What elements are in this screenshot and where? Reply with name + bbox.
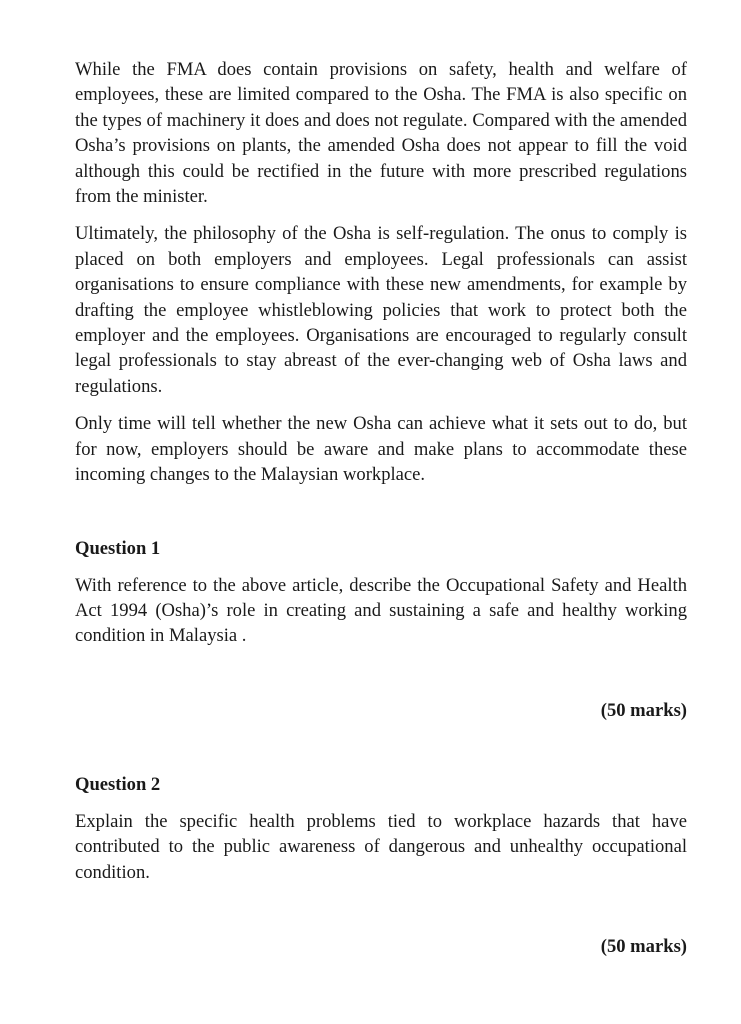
question-1-marks: (50 marks) xyxy=(600,699,687,721)
article-paragraph-2: Ultimately, the philosophy of the Osha is self-regulation. The onus to comply is placed on both employers and employees. Legal professionals can assist organisations to ensure compliance with these new amendments, for example by drafting the employee whistleblowing policies that work to protect both the employer and the employees. Organisations are encouraged to regularly consult legal professionals to stay abreast of the ever-changing web of Osha laws and regulations. xyxy=(75,223,687,397)
document-page xyxy=(75,57,687,959)
question-2-section xyxy=(75,772,687,959)
question-1-heading: Question 1 xyxy=(75,537,161,559)
article-paragraph-1: While the FMA does contain provisions on safety, health and welfare of employees, these are limited compared to the Osha. The FMA is also specific on the types of machinery it does and does not regulate. Compared with the amended Osha’s provisions on plants, the amended Osha does not appear to fill the void although this could be rectified in the future with more prescribed regulations from the minister. xyxy=(75,59,687,208)
article-paragraph-3: Only time will tell whether the new Osha can achieve what it sets out to do, but for now, employers should be aware and make plans to accommodate these incoming changes to the Malaysian workplace. xyxy=(75,413,687,486)
question-2-heading: Question 2 xyxy=(75,773,161,795)
question-2-marks: (50 marks) xyxy=(600,935,687,957)
question-2-text: Explain the specific health problems tied to workplace hazards that have contributed to the public awareness of dangerous and unhealthy occupational condition. xyxy=(75,810,687,883)
article-section xyxy=(75,57,687,488)
question-1-text: With reference to the above article, describe the Occupational Safety and Health Act 1994 (Osha)’s role in creating and sustaining a safe and healthy working condition in Malaysia . xyxy=(75,574,687,647)
question-1-section xyxy=(75,536,687,723)
